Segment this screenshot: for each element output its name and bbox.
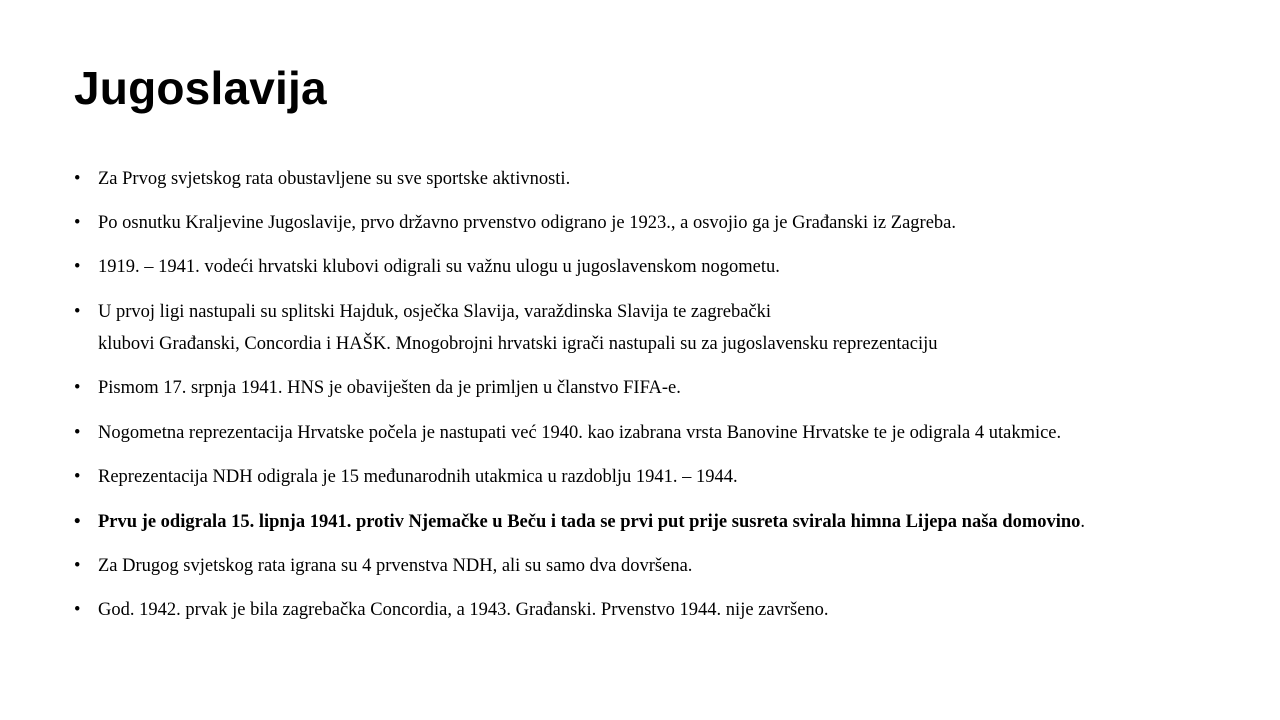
bullet-item: [74, 417, 1144, 449]
bullet-text: [98, 296, 1144, 360]
bullet-item: [74, 252, 1144, 283]
bullet-text: Reprezentacija NDH odigrala je 15 međunarodnih utakmica u razdoblju 1941. – 1944.: [98, 467, 738, 487]
bullet-text: God. 1942. prvak je bila zagrebačka Concordia, a 1943. Građanski. Prvenstvo 1944. nije završeno.: [98, 600, 829, 620]
bullet-dot-icon: •: [74, 169, 81, 189]
bullet-dot-icon: •: [74, 600, 81, 620]
bullet-dot-icon: •: [74, 302, 81, 322]
bullet-item: [74, 208, 1144, 239]
bullet-text: [98, 506, 1144, 538]
bullet-dot-icon: •: [74, 467, 81, 487]
bullet-list: [74, 164, 1144, 639]
bullet-text-line-1: U prvoj ligi nastupali su splitski Hajduk, osječka Slavija, varaždinska Slavija te zagrebački: [98, 302, 772, 322]
bullet-dot-icon: •: [74, 512, 81, 532]
bullet-text: Nogometna reprezentacija Hrvatske počela je nastupati već 1940. kao izabrana vrsta Banovine Hrvatske te je odigrala 4 utakmice.: [98, 423, 1062, 443]
bullet-text: 1919. – 1941. vodeći hrvatski klubovi odigrali su važnu ulogu u jugoslavenskom nogometu.: [98, 257, 780, 277]
bullet-item-highlighted: [74, 506, 1144, 538]
bullet-dot-icon: •: [74, 423, 81, 443]
bullet-item: [74, 595, 1144, 626]
bullet-item: [74, 164, 1144, 195]
bullet-item: [74, 373, 1144, 404]
bullet-dot-icon: •: [74, 257, 81, 277]
bullet-item: [74, 296, 1144, 360]
slide-title: Jugoslavija: [74, 62, 327, 114]
bullet-text-bold: Prvu je odigrala 15. lipnja 1941. protiv Njemačke u Beču i tada se prvi put prije susreta svirala himna Lijepa naša domovino: [98, 512, 1081, 532]
bullet-item: [74, 462, 1144, 493]
bullet-text: Po osnutku Kraljevine Jugoslavije, prvo državno prvenstvo odigrano je 1923., a osvojio ga je Građanski iz Zagreba.: [98, 213, 956, 233]
bullet-text-tail: .: [1080, 512, 1086, 532]
bullet-text: Pismom 17. srpnja 1941. HNS je obaviješten da je primljen u članstvo FIFA-e.: [98, 378, 681, 398]
bullet-text-line-2: klubovi Građanski, Concordia i HAŠK. Mnogobrojni hrvatski igrači nastupali su za jugoslavensku reprezentaciju: [98, 334, 938, 354]
bullet-item: [74, 551, 1144, 582]
bullet-dot-icon: •: [74, 556, 81, 576]
bullet-text: Za Prvog svjetskog rata obustavljene su sve sportske aktivnosti.: [98, 169, 571, 189]
bullet-text: Za Drugog svjetskog rata igrana su 4 prvenstva NDH, ali su samo dva dovršena.: [98, 556, 693, 576]
bullet-dot-icon: •: [74, 213, 81, 233]
bullet-dot-icon: •: [74, 378, 81, 398]
